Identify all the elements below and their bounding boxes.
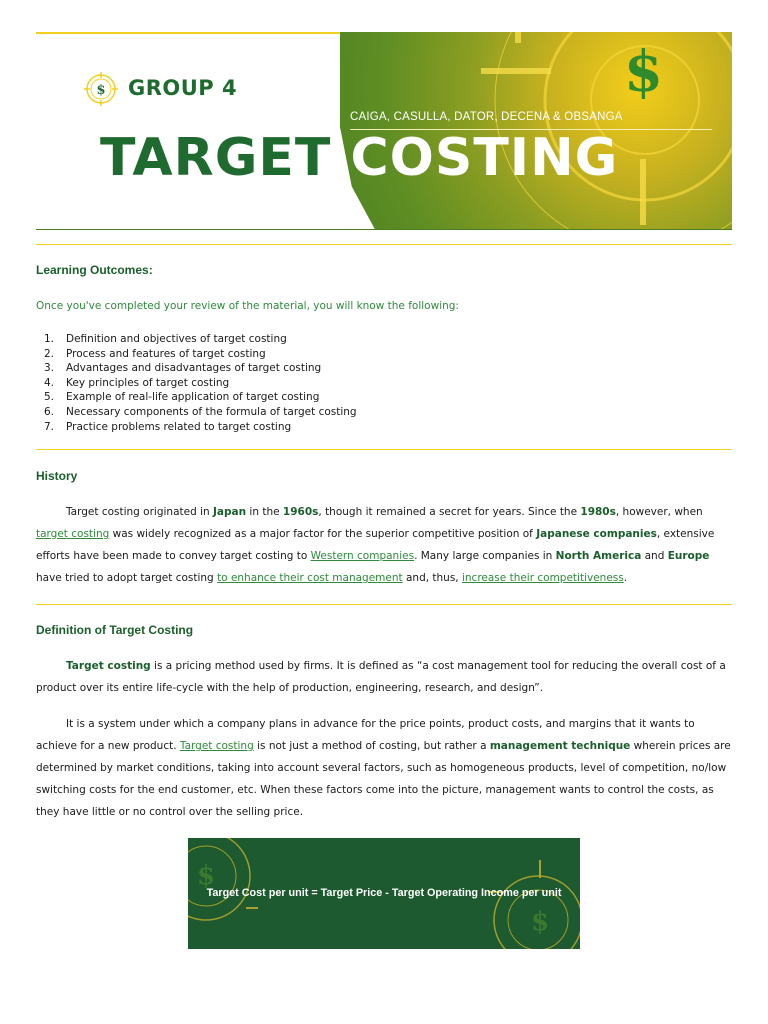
title-part-target: TARGET xyxy=(100,128,332,188)
definition-heading: Definition of Target Costing xyxy=(36,623,194,637)
link-western-companies[interactable]: Western companies xyxy=(310,550,415,562)
list-item-text: Example of real-life application of target costing xyxy=(66,391,320,404)
list-item xyxy=(36,390,357,405)
list-item xyxy=(36,420,357,435)
link-target-costing[interactable]: target costing xyxy=(36,528,110,540)
history-paragraph: Target costing originated in Japan in the 1960s, though it remained a secret for years. Since the 1980s, however, when target costing was widely recognized as a major factor for the superior competitive position of Japanese companies, extensive efforts have been made to convey target costing to Western companies. Many large companies in North America and Europe have tried to adopt target costing to enhance their cost management and, thus, increase their competitiveness. xyxy=(36,506,715,584)
list-item-number: 3. xyxy=(44,362,55,375)
group-title: GROUP 4 xyxy=(128,76,238,100)
learning-outcomes-intro: Once you've completed your review of the material, you will know the following: xyxy=(36,300,459,312)
formula-text: Target Cost per unit = Target Price - Target Operating Income per unit xyxy=(206,887,562,899)
divider xyxy=(36,449,732,450)
list-item-text: Necessary components of the formula of target costing xyxy=(66,405,357,418)
svg-text:$: $ xyxy=(96,83,106,98)
list-item xyxy=(36,376,357,391)
list-item-text: Advantages and disadvantages of target costing xyxy=(66,362,322,375)
keyword-management-technique: management technique xyxy=(489,740,631,752)
divider xyxy=(36,244,732,245)
keyword-1980s: 1980s xyxy=(580,506,616,518)
definition-paragraph-2: It is a system under which a company plans in advance for the price points, product costs, and margins that it wants to achieve for a new product. Target costing is not just a method of costing, but rather a management technique wherein prices are determined by market conditions, taking into account several factors, such as homogeneous products, level of competition, no/low switching costs for the end customer, etc. When these factors come into the picture, management wants to control the costs, as they have little or no control over the selling price. xyxy=(36,718,731,818)
dollar-icon: $ xyxy=(196,861,216,891)
list-item-text: Definition and objectives of target costing xyxy=(66,333,287,345)
list-item-number: 6. xyxy=(44,405,55,418)
keyword-japanese-companies: Japanese companies xyxy=(536,528,657,540)
link-increase-competitiveness[interactable]: increase their competitiveness xyxy=(461,572,624,584)
page-title xyxy=(100,128,619,188)
list-item xyxy=(36,361,357,376)
keyword-europe: Europe xyxy=(667,550,710,562)
keyword-1960s: 1960s xyxy=(282,506,319,518)
list-item-number: 1. xyxy=(44,333,55,345)
list-item xyxy=(36,405,357,420)
header-top-rule xyxy=(36,32,340,34)
keyword-north-america: North America xyxy=(555,550,642,562)
learning-outcomes-heading: Learning Outcomes: xyxy=(36,263,153,277)
list-item-text: Key principles of target costing xyxy=(66,376,230,389)
keyword-target-costing: Target costing xyxy=(66,660,151,672)
divider xyxy=(36,604,732,605)
link-target-costing-2[interactable]: Target costing xyxy=(179,740,254,752)
list-item-text: Practice problems related to target costing xyxy=(66,420,292,433)
formula-card xyxy=(188,838,580,949)
keyword-japan: Japan xyxy=(213,506,247,518)
dollar-icon: $ xyxy=(624,39,663,105)
list-item-number: 2. xyxy=(44,347,55,360)
learning-outcomes-list xyxy=(36,332,357,434)
definition-paragraph-1: Target costing is a pricing method used by firms. It is defined as “a cost management tool for reducing the overall cost of a product over its entire life-cycle with the help of production, engineering, research, and design”. xyxy=(36,660,726,694)
dollar-icon: $ xyxy=(530,907,550,937)
list-item xyxy=(36,332,357,347)
authors-line: CAIGA, CASULLA, DATOR, DECENA & OBSANGA xyxy=(350,111,623,123)
list-item-number: 7. xyxy=(44,420,55,433)
history-heading: History xyxy=(36,469,78,483)
target-dollar-icon xyxy=(84,72,118,106)
link-enhance-cost-management[interactable]: to enhance their cost management xyxy=(217,572,403,584)
title-part-costing: COSTING xyxy=(350,128,619,188)
list-item-text: Process and features of target costing xyxy=(66,347,266,360)
list-item xyxy=(36,347,357,362)
header-bottom-rule xyxy=(36,229,732,230)
list-item-number: 4. xyxy=(44,376,55,389)
list-item-number: 5. xyxy=(44,391,55,404)
